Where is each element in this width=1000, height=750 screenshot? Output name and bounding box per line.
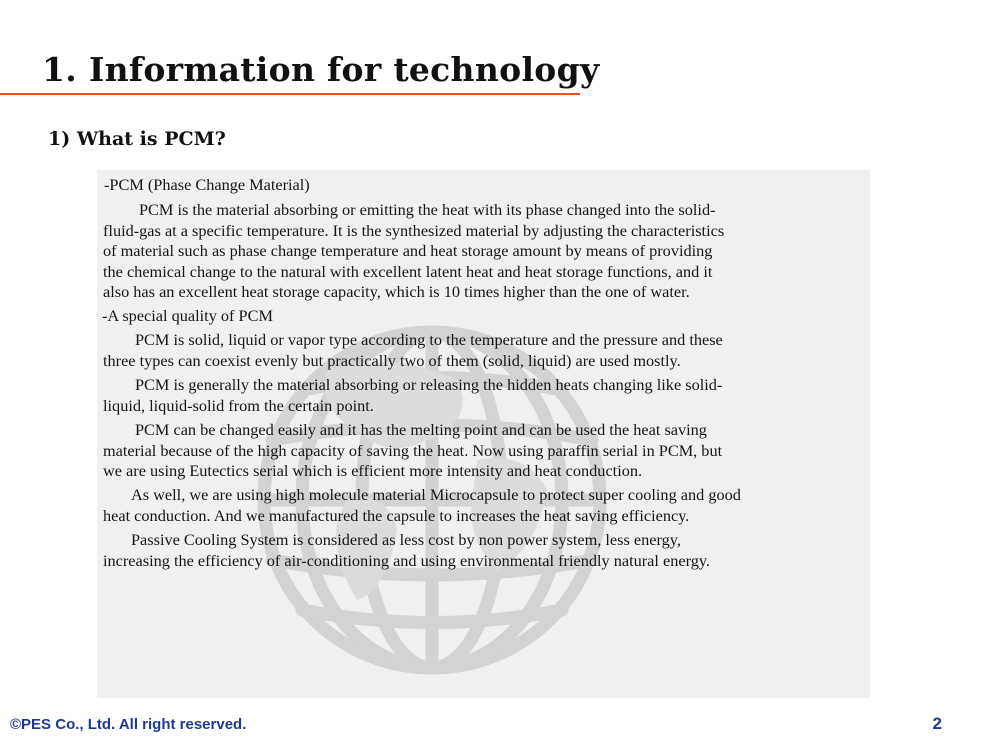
text-line: three types can coexist evenly but practically two of them (solid, liquid) are used mostly. bbox=[103, 350, 681, 370]
page-title: 1. Information for technology bbox=[42, 50, 600, 89]
text-line: PCM is generally the material absorbing or releasing the hidden heats changing like solid- bbox=[135, 375, 723, 394]
text-line: we are using Eutectics serial which is efficient more intensity and heat conduction. bbox=[103, 461, 643, 480]
text-line: the chemical change to the natural with excellent latent heat and heat storage functions, and it bbox=[103, 261, 713, 281]
text-line: As well, we are using high molecule material Microcapsule to protect super cooling and good bbox=[131, 485, 741, 504]
text-line: -PCM (Phase Change Material) bbox=[104, 175, 310, 194]
text-line: increasing the efficiency of air-conditioning and using environmental friendly natural energy. bbox=[103, 550, 711, 570]
copyright-footer: ©PES Co., Ltd. All right reserved. bbox=[10, 716, 247, 733]
text-line: PCM is the material absorbing or emitting the heat with its phase changed into the solid- bbox=[139, 200, 716, 219]
section-heading: 1) What is PCM? bbox=[48, 128, 226, 150]
text-line: PCM is solid, liquid or vapor type according to the temperature and the pressure and these bbox=[135, 330, 723, 349]
text-line: of material such as phase change temperature and heat storage amount by means of providing bbox=[103, 241, 713, 260]
page-number: 2 bbox=[932, 714, 942, 733]
text-line: heat conduction. And we manufactured the capsule to increases the heat saving efficiency. bbox=[103, 505, 690, 525]
text-line: fluid-gas at a specific temperature. It is the synthesized material by adjusting the characteristics bbox=[103, 220, 725, 240]
text-line: Passive Cooling System is considered as less cost by non power system, less energy, bbox=[131, 530, 681, 549]
text-line: -A special quality of PCM bbox=[102, 306, 273, 325]
text-line: also has an excellent heat storage capacity, which is 10 times higher than the one of water. bbox=[103, 282, 690, 301]
text-line: material because of the high capacity of saving the heat. Now using paraffin serial in PCM, but bbox=[103, 440, 723, 460]
text-line: liquid, liquid-solid from the certain point. bbox=[103, 395, 374, 415]
content-panel bbox=[97, 170, 870, 698]
title-underline bbox=[0, 93, 580, 95]
text-line: PCM can be changed easily and it has the melting point and can be used the heat saving bbox=[135, 420, 707, 439]
